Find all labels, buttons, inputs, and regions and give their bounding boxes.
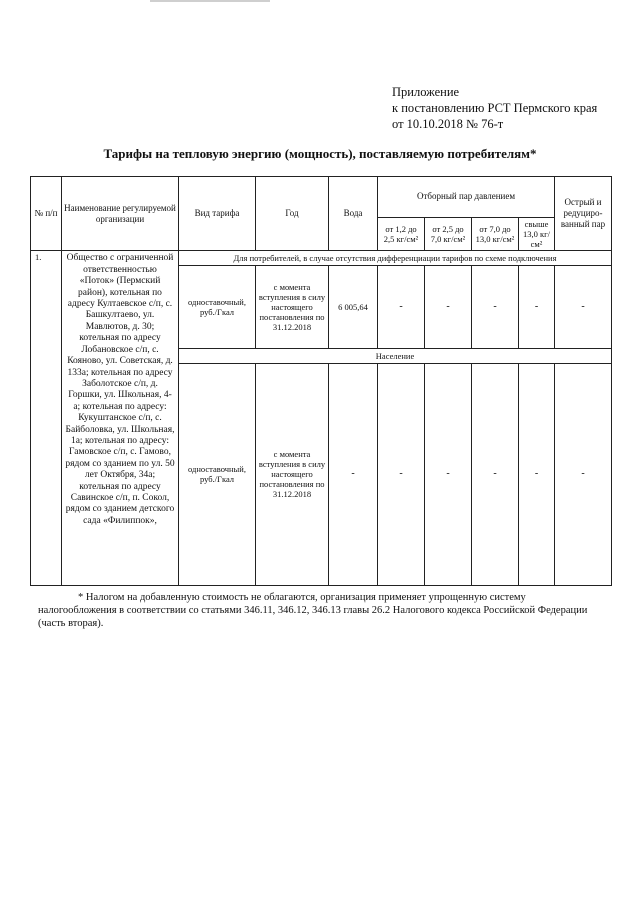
header-steam-4: свыше 13,0 кг/см²: [519, 217, 555, 251]
document-title: Тарифы на тепловую энергию (мощность), поставляемую потребителям*: [103, 146, 537, 161]
header-steam-group: Отборный пар давлением: [378, 177, 555, 218]
header-steam-1: от 1,2 до 2,5 кг/см²: [378, 217, 425, 251]
section-label-general: Для потребителей, в случае отсутствия дифференциации тарифов по схеме подключения: [179, 251, 612, 265]
appendix-line-3: от 10.10.2018 № 76-т: [392, 117, 504, 131]
footnote-line-3: (часть вторая).: [38, 618, 104, 629]
header-steam-3: от 7,0 до 13,0 кг/см²: [472, 217, 519, 251]
scan-edge-mark: [150, 0, 270, 2]
header-tariff-type: Вид тарифа: [179, 177, 256, 251]
header-sharp-steam: Острый и редуциро-ванный пар: [555, 177, 612, 251]
year-general: с момента вступления в силу настоящего постановления по 31.12.2018: [256, 265, 329, 349]
header-steam-2: от 2,5 до 7,0 кг/см²: [425, 217, 472, 251]
appendix-line-2: к постановлению РСТ Пермского края: [392, 101, 598, 115]
footnote-continuation: [38, 604, 613, 630]
footnote-line-1: * Налогом на добавленную стоимость не облагаются, организация применяет упрощенную систему: [78, 592, 526, 603]
tariff-type-population: одноставочный, руб./Гкал: [179, 363, 256, 585]
section-label-population: Население: [179, 349, 612, 363]
row-number: 1.: [31, 251, 62, 586]
steam4-value-general: -: [519, 265, 555, 349]
header-water: Вода: [329, 177, 378, 251]
water-value-population: -: [329, 363, 378, 585]
steam3-value-general: -: [472, 265, 519, 349]
tariff-table: [30, 176, 612, 586]
header-year: Год: [256, 177, 329, 251]
header-org: Наименование регулируемой организации: [62, 177, 179, 251]
steam1-value-population: -: [378, 363, 425, 585]
sharp-value-general: -: [555, 265, 612, 349]
appendix-block: [392, 84, 597, 132]
steam3-value-population: -: [472, 363, 519, 585]
steam1-value-general: -: [378, 265, 425, 349]
steam2-value-population: -: [425, 363, 472, 585]
organization-name: Общество с ограниченной ответственностью «Поток» (Пермский район), котельная по адресу Култаевское с/п, с. Башкултаево, ул. Мавлютов, д. 30; котельная по адресу Лобановское с/п, с. Кояново, ул. Советская, д. 133а; котельная по адресу Заболотское с/п, д. Горшки, ул. Школьная, 4-а; котельная по адресу: Кукуштанское с/п, с. Байболовка, ул. Школьная, 1а; котельная по адресу: Гамовское с/п, с. Гамово, рядом со зданием по ул. 50 лет Октября, 34а; котельная по адресу Савинское с/п, п. Сокол, рядом со зданием детского сада «Филиппок»,: [62, 251, 179, 586]
water-value-general: 6 005,64: [329, 265, 378, 349]
steam2-value-general: -: [425, 265, 472, 349]
year-population: с момента вступления в силу настоящего постановления по 31.12.2018: [256, 363, 329, 585]
appendix-line-1: Приложение: [392, 85, 460, 99]
sharp-value-population: -: [555, 363, 612, 585]
steam4-value-population: -: [519, 363, 555, 585]
footnote-line-2: налогообложения в соответствии со статьями 346.11, 346.12, 346.13 главы 26.2 Налогового кодекса Российской Федерации: [38, 605, 588, 616]
tariff-type-general: одноставочный, руб./Гкал: [179, 265, 256, 349]
header-num: № п/п: [31, 177, 62, 251]
